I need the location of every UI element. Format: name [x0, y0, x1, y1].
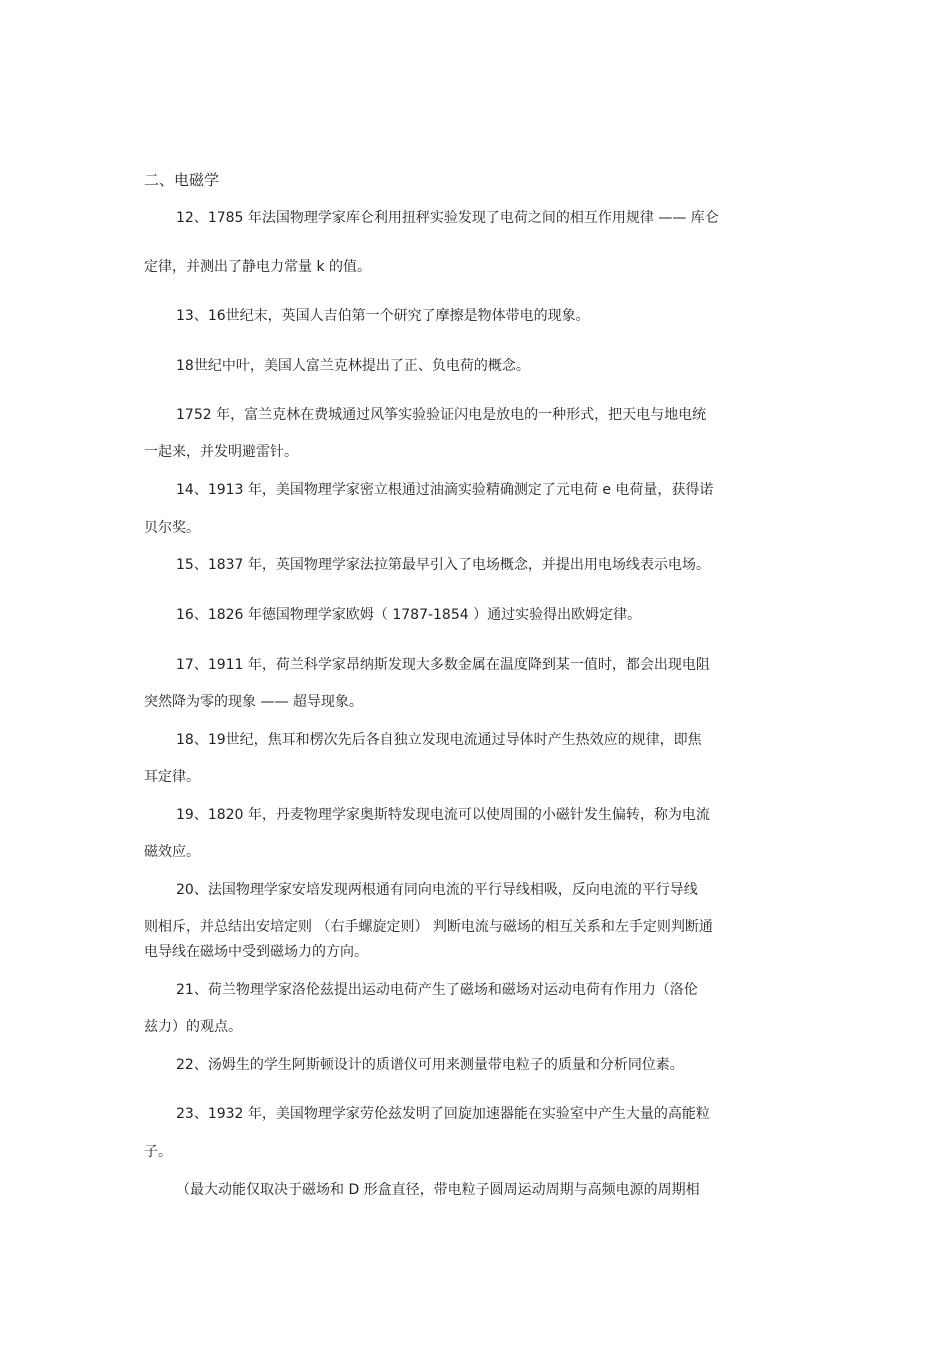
- paragraph-line: 一起来，并发明避雷针。: [144, 444, 298, 460]
- paragraph-line: 耳定律。: [144, 769, 200, 785]
- paragraph-line: 突然降为零的现象 —— 超导现象。: [144, 694, 363, 710]
- paragraph-line: 17、1911 年，荷兰科学家昂纳斯发现大多数金属在温度降到某一值时，都会出现电阻: [176, 657, 710, 673]
- paragraph-line: 23、1932 年，美国物理学家劳伦兹发明了回旋加速器能在实验室中产生大量的高能粒: [176, 1106, 710, 1122]
- paragraph-line: 18世纪中叶，美国人富兰克林提出了正、负电荷的概念。: [176, 358, 530, 374]
- paragraph-line: 磁效应。: [144, 844, 200, 860]
- paragraph-line: 18、19世纪，焦耳和楞次先后各自独立发现电流通过导体时产生热效应的规律，即焦: [176, 732, 702, 748]
- paragraph-line: 子。: [144, 1144, 172, 1160]
- paragraph-line: 15、1837 年，英国物理学家法拉第最早引入了电场概念，并提出用电场线表示电场。: [176, 557, 710, 573]
- paragraph-line: 16、1826 年德国物理学家欧姆（ 1787-1854 ）通过实验得出欧姆定律。: [176, 607, 642, 623]
- paragraph-line: 13、16世纪末，英国人吉伯第一个研究了摩擦是物体带电的现象。: [176, 308, 590, 324]
- paragraph-line: （最大动能仅取决于磁场和 D 形盒直径，带电粒子圆周运动周期与高频电源的周期相: [176, 1182, 700, 1198]
- paragraph-line: 12、1785 年法国物理学家库仑利用扭秤实验发现了电荷之间的相互作用规律 —— 库仑: [176, 210, 719, 226]
- paragraph-line: 14、1913 年，美国物理学家密立根通过油滴实验精确测定了元电荷 e 电荷量，获得诺: [176, 482, 714, 498]
- paragraph-line: 则相斥，并总结出安培定则 （右手螺旋定则） 判断电流与磁场的相互关系和左手定则判断通: [144, 919, 713, 935]
- paragraph-line: 贝尔奖。: [144, 520, 200, 536]
- paragraph-line: 定律，并测出了静电力常量 k 的值。: [144, 259, 372, 275]
- paragraph-line: 电导线在磁场中受到磁场力的方向。: [144, 944, 368, 960]
- paragraph-line: 22、汤姆生的学生阿斯顿设计的质谱仪可用来测量带电粒子的质量和分析同位素。: [176, 1057, 684, 1073]
- paragraph-line: 20、法国物理学家安培发现两根通有同向电流的平行导线相吸，反向电流的平行导线: [176, 882, 698, 898]
- section-title: 二、电磁学: [144, 171, 220, 189]
- paragraph-line: 19、1820 年，丹麦物理学家奥斯特发现电流可以使周围的小磁针发生偏转，称为电流: [176, 807, 710, 823]
- paragraph-line: 兹力）的观点。: [144, 1019, 242, 1035]
- paragraph-line: 1752 年，富兰克林在费城通过风筝实验验证闪电是放电的一种形式，把天电与地电统: [176, 407, 707, 423]
- paragraph-line: 21、荷兰物理学家洛伦兹提出运动电荷产生了磁场和磁场对运动电荷有作用力（洛伦: [176, 982, 698, 998]
